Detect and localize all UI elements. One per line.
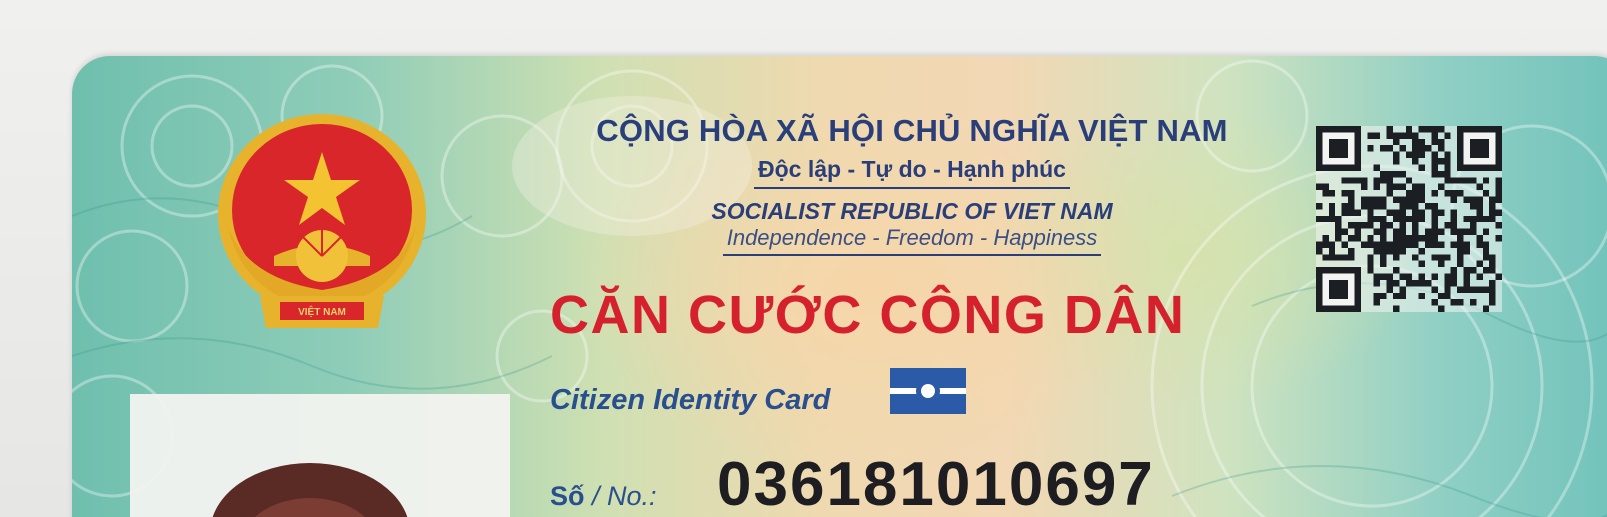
motto-vietnamese: Độc lập - Tự do - Hạnh phúc bbox=[754, 154, 1070, 189]
republic-name-vietnamese: CỘNG HÒA XÃ HỘI CHỦ NGHĨA VIỆT NAM bbox=[596, 113, 1228, 148]
republic-name-english: SOCIALIST REPUBLIC OF VIET NAM bbox=[711, 198, 1113, 224]
portrait-photo bbox=[190, 438, 430, 517]
id-number: 036181010697 bbox=[717, 450, 1155, 517]
number-label-separator: / bbox=[584, 481, 608, 511]
card-title-english: Citizen Identity Card bbox=[550, 384, 831, 416]
number-label bbox=[550, 481, 657, 512]
motto-english: Independence - Freedom - Happiness bbox=[723, 225, 1102, 256]
qr-code-icon bbox=[1314, 126, 1504, 312]
header-block bbox=[542, 112, 1282, 256]
national-emblem-icon bbox=[202, 106, 442, 336]
emblem-ribbon-text: VIỆT NAM bbox=[298, 307, 346, 318]
number-label-vietnamese: Số bbox=[550, 481, 585, 511]
number-label-english: No.: bbox=[607, 481, 657, 511]
card-title-vietnamese: CĂN CƯỚC CÔNG DÂN bbox=[550, 285, 1186, 345]
chip-logo-icon bbox=[890, 368, 966, 414]
id-card bbox=[72, 56, 1607, 517]
